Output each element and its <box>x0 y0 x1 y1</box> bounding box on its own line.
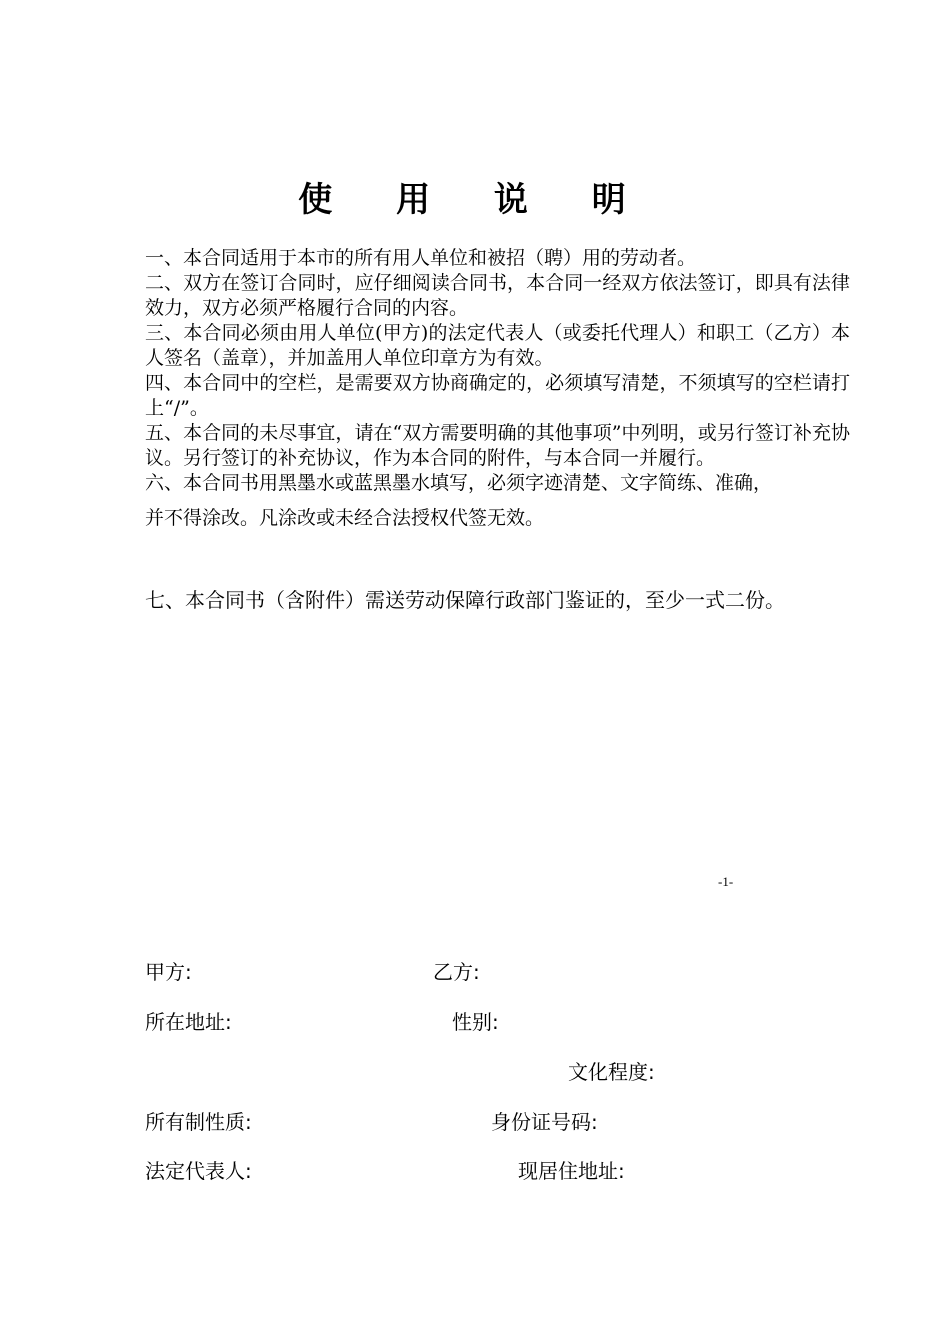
gender-label: 性别: <box>452 1010 499 1034</box>
instruction-3: 三、本合同必须由用人单位(甲方)的法定代表人（或委托代理人）和职工（乙方）本人签名（盖章），并加盖用人单位印章方为有效。 <box>145 322 850 369</box>
page-number: -1- <box>718 874 734 889</box>
instruction-7: 七、本合同书（含附件）需送劳动保障行政部门鉴证的，至少一式二份。 <box>145 588 785 612</box>
ownership-label: 所有制性质: <box>145 1110 252 1134</box>
party-a-label: 甲方: <box>145 960 192 984</box>
address-label: 所在地址: <box>145 1010 232 1034</box>
education-label: 文化程度: <box>568 1060 655 1084</box>
instruction-2: 二、双方在签订合同时，应仔细阅读合同书，本合同一经双方依法签订，即具有法律效力，双方必须严格履行合同的内容。 <box>145 272 850 319</box>
instruction-1: 一、本合同适用于本市的所有用人单位和被招（聘）用的劳动者。 <box>145 247 697 269</box>
instructions-list <box>145 246 850 531</box>
instruction-6-continuation <box>145 506 850 531</box>
party-b-label: 乙方: <box>433 960 480 984</box>
id-number-label: 身份证号码: <box>491 1110 598 1134</box>
page-title: 使 用 说 明 <box>298 180 652 220</box>
instruction-6-tail-sans: 签无效。 <box>468 507 545 529</box>
instruction-6: 六、本合同书用黑墨水或蓝黑墨水填写，必须字迹清楚、文字简练、准确， <box>145 472 773 494</box>
instruction-6-tail-serif: 并不得涂改。凡涂改或未经合法授权代 <box>145 507 469 529</box>
instruction-4: 四、本合同中的空栏，是需要双方协商确定的，必须填写清楚，不须填写的空栏请打上“/”。 <box>145 372 850 419</box>
legal-rep-label: 法定代表人: <box>145 1159 252 1183</box>
current-address-label: 现居住地址: <box>518 1159 625 1183</box>
instruction-5: 五、本合同的未尽事宜，请在“双方需要明确的其他事项”中列明，或另行签订补充协议。另行签订的补充协议，作为本合同的附件，与本合同一并履行。 <box>145 422 850 469</box>
